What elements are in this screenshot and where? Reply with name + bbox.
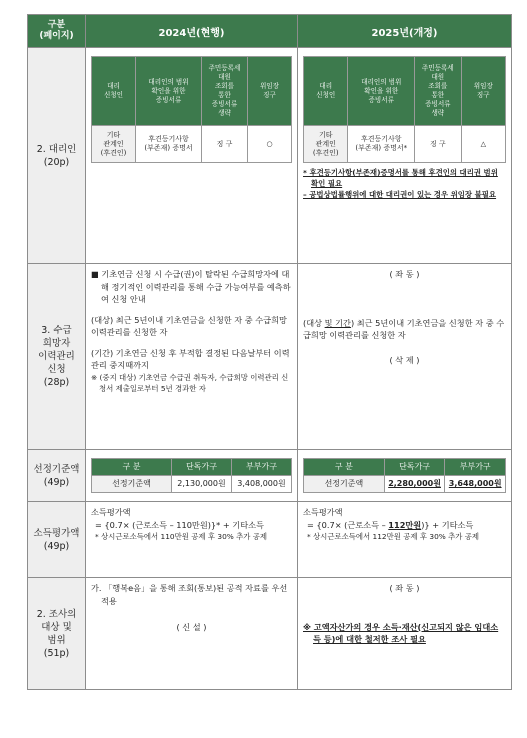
th-delegation: 위임장 징구 [461,57,505,126]
td-couple: 3,648,000원 [445,476,506,493]
td-delegation: ○ [248,126,292,163]
header-category: 구분 (페이지) [28,15,86,48]
income-new-note: * 상시근로소득에서 112만원 공제 후 30% 추가 공제 [307,532,480,541]
row-label-survey: 2. 조사의 대상 및 범위 (51p) [28,578,86,690]
td-scope: 후견등기사항 (부존재) 증명서* [348,126,415,163]
income-old-note: * 상시근로소득에서 110만원 공제 후 30% 추가 공제 [95,532,268,541]
hope-old-intro: ■ 기초연금 신청 시 수급(권)이 탈락된 수급희망자에 대해 정기적인 이력관리를 통해 수급 가능여부를 예측하여 신청 안내 [91,269,291,304]
agent-note-1: * 후견등기사항(부존재)증명서를 통해 후견인의 대리권 범위 확인 필요 [303,168,498,188]
hope-old-stop: ※ (중지 대상) 기초연금 수급권 취득자, 수급희망 이력관리 신청서 제출일로부터 5년 경과한 자 [91,372,289,393]
th-scope: 대리인의 범위 확인을 위한 증빙서류 [136,57,202,126]
standard-table-new [303,458,506,493]
td-omit: 징 구 [415,126,461,163]
income-new-title: 소득평가액 [303,507,343,517]
td-single: 2,280,000원 [384,476,445,493]
comparison-table [27,14,512,690]
income-old-title: 소득평가액 [91,507,131,517]
survey-new-same: ( 좌 동 ) [389,583,420,593]
th-omit: 주민등록세 대원 조회를 통한 증빙서류 생략 [202,57,248,126]
agent-old [86,48,298,264]
th-omit: 주민등록세 대원 조회를 통한 증빙서류 생략 [415,57,461,126]
agent-note-2: – 공법상법률행위에 대한 대리권이 있는 경우 위임장 불필요 [303,190,497,199]
td-couple: 3,408,000원 [232,476,292,493]
hope-old [86,264,298,450]
td-single: 2,130,000원 [172,476,232,493]
header-2024: 2024년(현행) [86,15,298,48]
agent-new [298,48,512,264]
standard-table-old [91,458,292,493]
hope-old-target: (대상) 최근 5년이내 기초연금을 신청한 자 중 수급희망 이력관리를 신청한 자 [91,314,287,337]
row-label-income: 소득평가액 (49p) [28,502,86,578]
row-standard [28,450,512,502]
standard-new [298,450,512,502]
survey-old [86,578,298,690]
th-delegation: 위임장 징구 [248,57,292,126]
td-scope: 후견등기사항 (부존재) 증명서 [136,126,202,163]
standard-old [86,450,298,502]
th-scope: 대리인의 범위 확인을 위한 증빙서류 [348,57,415,126]
td-omit: 징 구 [202,126,248,163]
hope-new-deleted: ( 삭 제 ) [389,354,420,365]
td-delegation: △ [461,126,505,163]
hope-new-target: (대상 및 기간) 최근 5년이내 기초연금을 신청한 자 중 수급희망 이력관리를 신청한 자 [303,317,505,340]
income-new-formula: = {0.7× (근로소득 – 112만원)} + 기타소득 [307,519,474,530]
th-agent: 대리 신청인 [92,57,136,126]
th-single: 단독가구 [384,459,445,476]
survey-old-new: ( 신 설 ) [176,622,207,632]
survey-new [298,578,512,690]
td-label: 선정기준액 [92,476,172,493]
td-label: 선정기준액 [304,476,385,493]
survey-new-note: ※ 고액자산가의 경우 소득·재산(신고되지 않은 임대소득 등)에 대한 철저한 조사 필요 [303,621,499,644]
th-couple: 부부가구 [232,459,292,476]
row-income [28,502,512,578]
hope-new-same: ( 좌 동 ) [389,269,420,279]
row-label-standard: 선정기준액 (49p) [28,450,86,502]
th-single: 단독가구 [172,459,232,476]
row-label-agent: 2. 대리인 (20p) [28,48,86,264]
header-2025: 2025년(개정) [298,15,512,48]
th-category: 구 분 [304,459,385,476]
td-agent: 기타 관계인 (후견인) [304,126,348,163]
row-survey [28,578,512,690]
agent-table-new [303,56,506,163]
th-couple: 부부가구 [445,459,506,476]
income-old [86,502,298,578]
income-new [298,502,512,578]
th-category: 구 분 [92,459,172,476]
survey-old-p1: 가. 「행복e음」을 통해 조회(통보)된 공적 자료를 우선 적용 [91,583,288,606]
row-label-hope: 3. 수급 희망자 이력관리 신청 (28p) [28,264,86,450]
td-agent: 기타 관계인 (후견인) [92,126,136,163]
income-old-formula: = {0.7× (근로소득 – 110만원)}* + 기타소득 [95,519,264,530]
agent-table-old [91,56,292,163]
hope-new [298,264,512,450]
row-agent [28,48,512,264]
row-hope [28,264,512,450]
th-agent: 대리 신청인 [304,57,348,126]
hope-old-period: (기간) 기초연금 신청 후 부적합 결정된 다음날부터 이력관리 중지때까지 [91,347,290,370]
